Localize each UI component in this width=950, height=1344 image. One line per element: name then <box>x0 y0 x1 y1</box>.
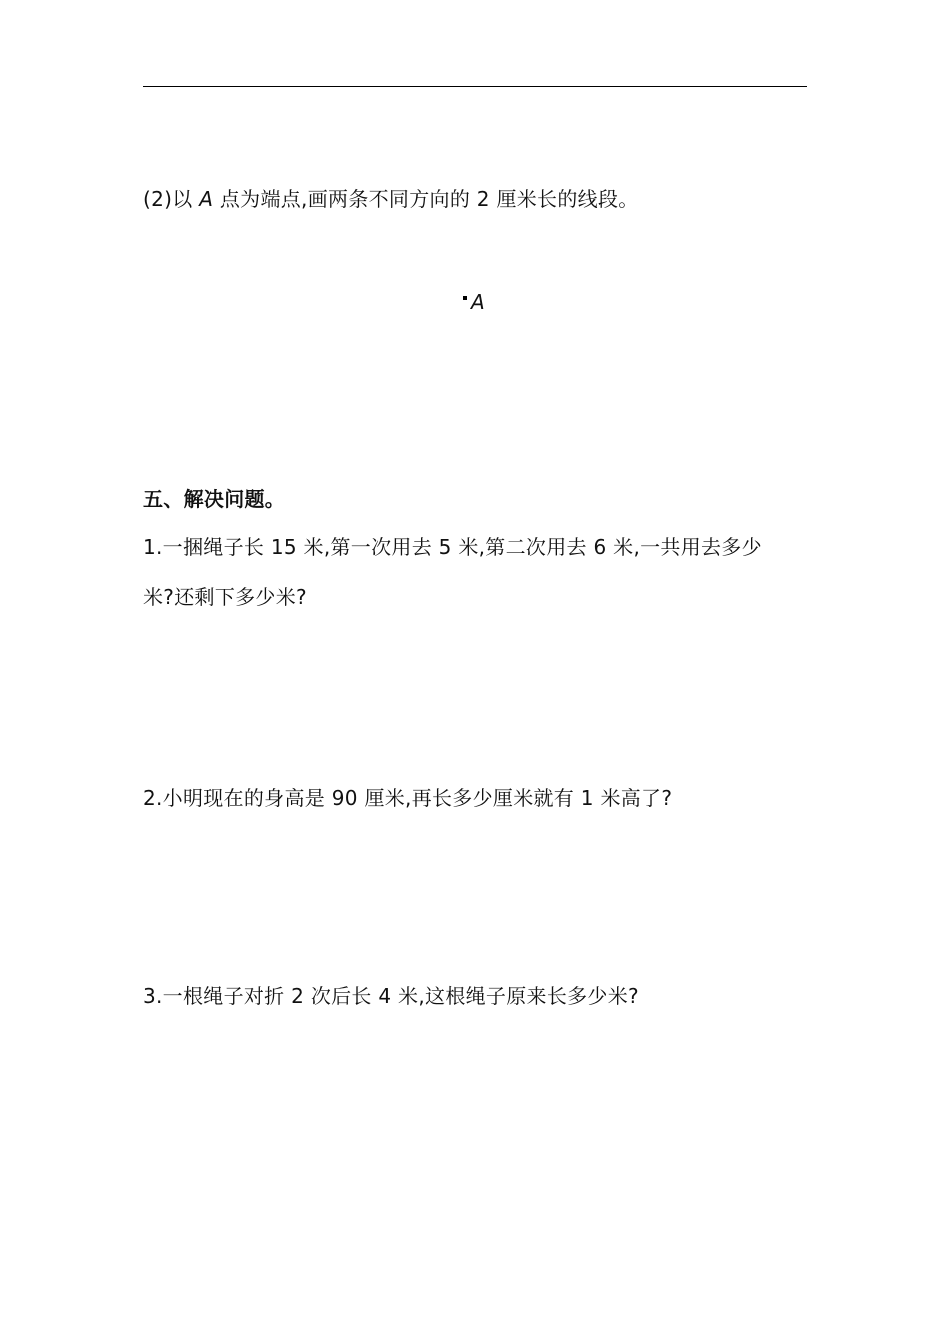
problem-3: 3.一根绳子对折 2 次后长 4 米,这根绳子原来长多少米? <box>143 984 639 1008</box>
problem-1-line-2: 米?还剩下多少米? <box>143 585 307 609</box>
task-2-instruction <box>143 185 639 213</box>
header-rule <box>143 86 807 87</box>
section-5-title: 五、解决问题。 <box>143 487 286 511</box>
problem-2: 2.小明现在的身高是 90 厘米,再长多少厘米就有 1 米高了? <box>143 786 673 810</box>
task-2-point-label: A <box>199 187 214 211</box>
point-a-figure <box>463 288 485 316</box>
problem-1-line-1: 1.一捆绳子长 15 米,第一次用去 5 米,第二次用去 6 米,一共用去多少 <box>143 535 762 559</box>
point-a-dot <box>463 296 467 300</box>
task-2-prefix: (2)以 <box>143 187 193 211</box>
task-2-suffix: 点为端点,画两条不同方向的 2 厘米长的线段。 <box>219 187 639 211</box>
point-a-label: A <box>471 290 485 314</box>
